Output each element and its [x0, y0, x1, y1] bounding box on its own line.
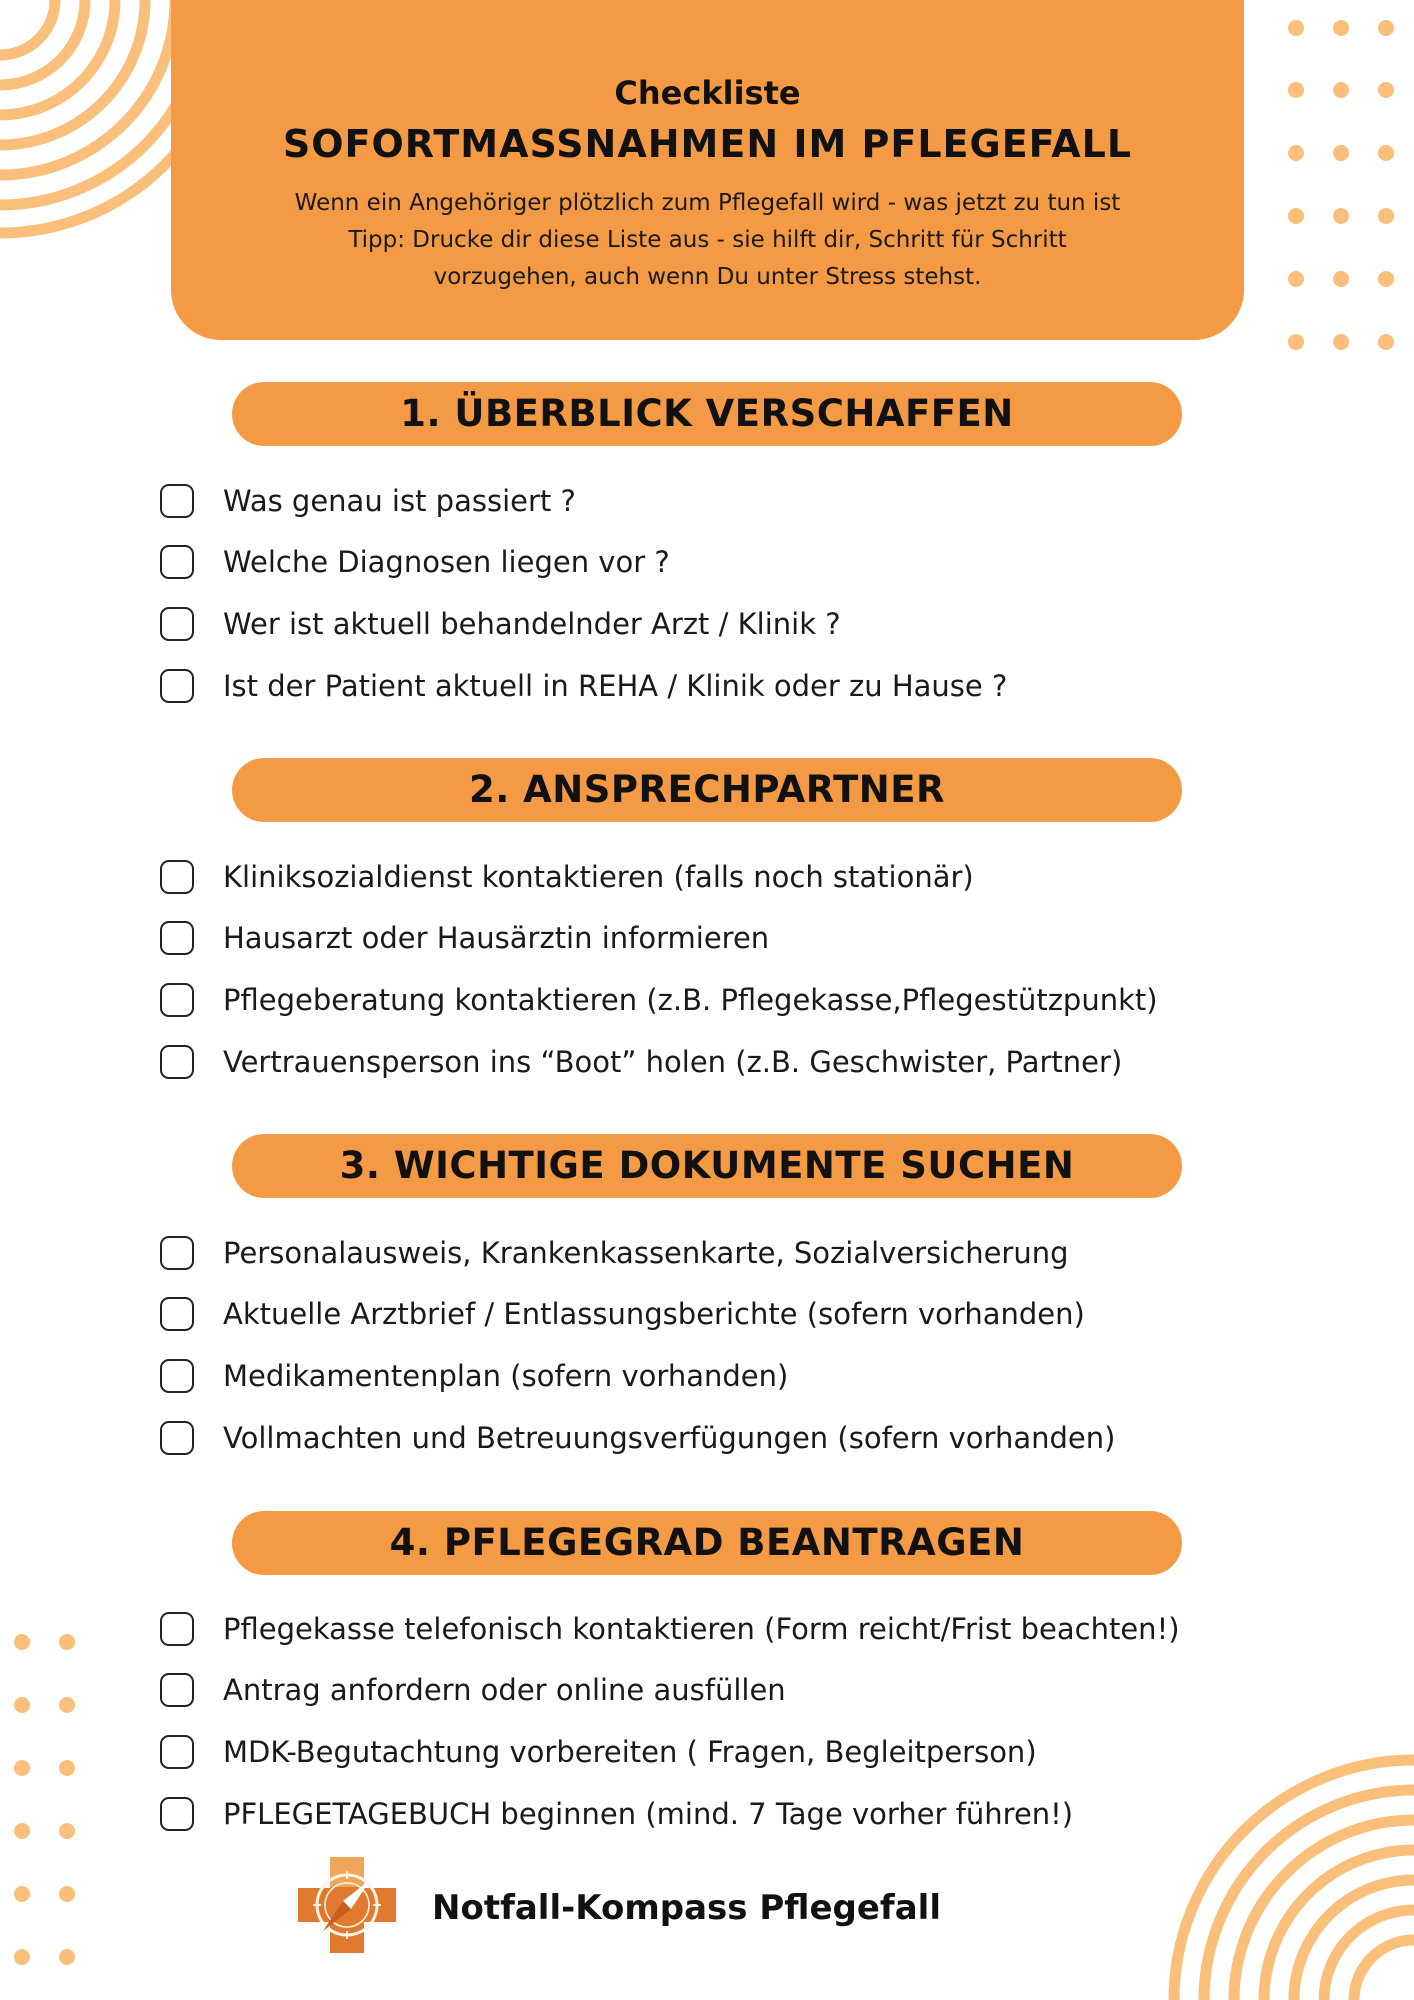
checklist-item-label: Ist der Patient aktuell in REHA / Klinik oder zu Hause ?: [223, 669, 1008, 703]
checkbox[interactable]: [160, 1797, 194, 1831]
checklist-item-label: Kliniksozialdienst kontaktieren (falls noch stationär): [223, 860, 974, 894]
checklist-item-label: Medikamentenplan (sofern vorhanden): [223, 1359, 789, 1393]
subtitle-line: Tipp: Drucke dir diese Liste aus - sie hilft dir, Schritt für Schritt: [348, 227, 1067, 253]
checkbox[interactable]: [160, 1045, 194, 1079]
checklist-item[interactable]: [160, 1416, 1115, 1460]
checkbox[interactable]: [160, 860, 194, 894]
header-kicker: Checkliste: [614, 74, 801, 112]
checklist-item[interactable]: [160, 1792, 1073, 1836]
section-title-contacts: 2. ANSPRECHPARTNER: [232, 758, 1182, 822]
checklist-item-label: PFLEGETAGEBUCH beginnen (mind. 7 Tage vorher führen!): [223, 1797, 1074, 1831]
checklist-item[interactable]: [160, 1354, 788, 1398]
decorative-dots-bottom-left: [0, 1630, 90, 1970]
decorative-dots-top-right: [1280, 12, 1414, 362]
checklist-item-label: Pflegekasse telefonisch kontaktieren (Form reicht/Frist beachten!): [223, 1612, 1180, 1646]
checklist-item-label: Vollmachten und Betreuungsverfügungen (sofern vorhanden): [223, 1421, 1116, 1455]
header-banner: [171, 0, 1244, 340]
checklist-item[interactable]: [160, 602, 841, 646]
checklist-item[interactable]: [160, 916, 769, 960]
checklist-item[interactable]: [160, 1668, 786, 1712]
checklist-item[interactable]: [160, 1292, 1085, 1336]
checkbox[interactable]: [160, 1359, 194, 1393]
decorative-arcs-bottom-right: [1154, 1754, 1414, 2000]
checkbox[interactable]: [160, 1297, 194, 1331]
checkbox[interactable]: [160, 1421, 194, 1455]
checkbox[interactable]: [160, 1236, 194, 1270]
checklist-item[interactable]: [160, 1730, 1037, 1774]
footer-brand: Notfall-Kompass Pflegefall: [432, 1888, 941, 1928]
checkbox[interactable]: [160, 607, 194, 641]
checklist-item[interactable]: [160, 479, 576, 523]
checklist-item-label: Pflegeberatung kontaktieren (z.B. Pflegekasse,Pflegestützpunkt): [223, 983, 1158, 1017]
subtitle-line: Wenn ein Angehöriger plötzlich zum Pflegefall wird - was jetzt zu tun ist: [294, 190, 1121, 216]
checklist-item-label: Hausarzt oder Hausärztin informieren: [223, 921, 770, 955]
checklist-item-label: Wer ist aktuell behandelnder Arzt / Klinik ?: [223, 607, 841, 641]
header-subtitle: [171, 185, 1244, 296]
checkbox[interactable]: [160, 669, 194, 703]
checklist-item-label: Personalausweis, Krankenkassenkarte, Sozialversicherung: [223, 1236, 1069, 1270]
checklist-item-label: Welche Diagnosen liegen vor ?: [223, 545, 670, 579]
checklist-item[interactable]: [160, 1607, 1180, 1651]
section-title-overview: 1. ÜBERBLICK VERSCHAFFEN: [232, 382, 1182, 446]
checkbox[interactable]: [160, 484, 194, 518]
checklist-item-label: MDK-Begutachtung vorbereiten ( Fragen, Begleitperson): [223, 1735, 1037, 1769]
page-title: SOFORTMASSNAHMEN IM PFLEGEFALL: [282, 122, 1133, 166]
checkbox[interactable]: [160, 1612, 194, 1646]
checklist-item-label: Vertrauensperson ins “Boot” holen (z.B. Geschwister, Partner): [223, 1045, 1123, 1079]
compass-cross-icon: [296, 1855, 398, 1955]
checkbox[interactable]: [160, 1735, 194, 1769]
checkbox[interactable]: [160, 983, 194, 1017]
checklist-item-label: Aktuelle Arztbrief / Entlassungsberichte (sofern vorhanden): [223, 1297, 1085, 1331]
checkbox[interactable]: [160, 921, 194, 955]
section-title-care-level: 4. PFLEGEGRAD BEANTRAGEN: [232, 1511, 1182, 1575]
checklist-item[interactable]: [160, 1231, 1069, 1275]
checklist-item[interactable]: [160, 540, 670, 584]
checklist-item[interactable]: [160, 1040, 1122, 1084]
subtitle-line: vorzugehen, auch wenn Du unter Stress stehst.: [433, 264, 982, 290]
checklist-item[interactable]: [160, 855, 974, 899]
checklist-item[interactable]: [160, 978, 1158, 1022]
section-title-documents: 3. WICHTIGE DOKUMENTE SUCHEN: [232, 1134, 1182, 1198]
checklist-item-label: Was genau ist passiert ?: [223, 484, 576, 518]
checkbox[interactable]: [160, 545, 194, 579]
checklist-item-label: Antrag anfordern oder online ausfüllen: [223, 1673, 786, 1707]
checkbox[interactable]: [160, 1673, 194, 1707]
checklist-item[interactable]: [160, 664, 1007, 708]
